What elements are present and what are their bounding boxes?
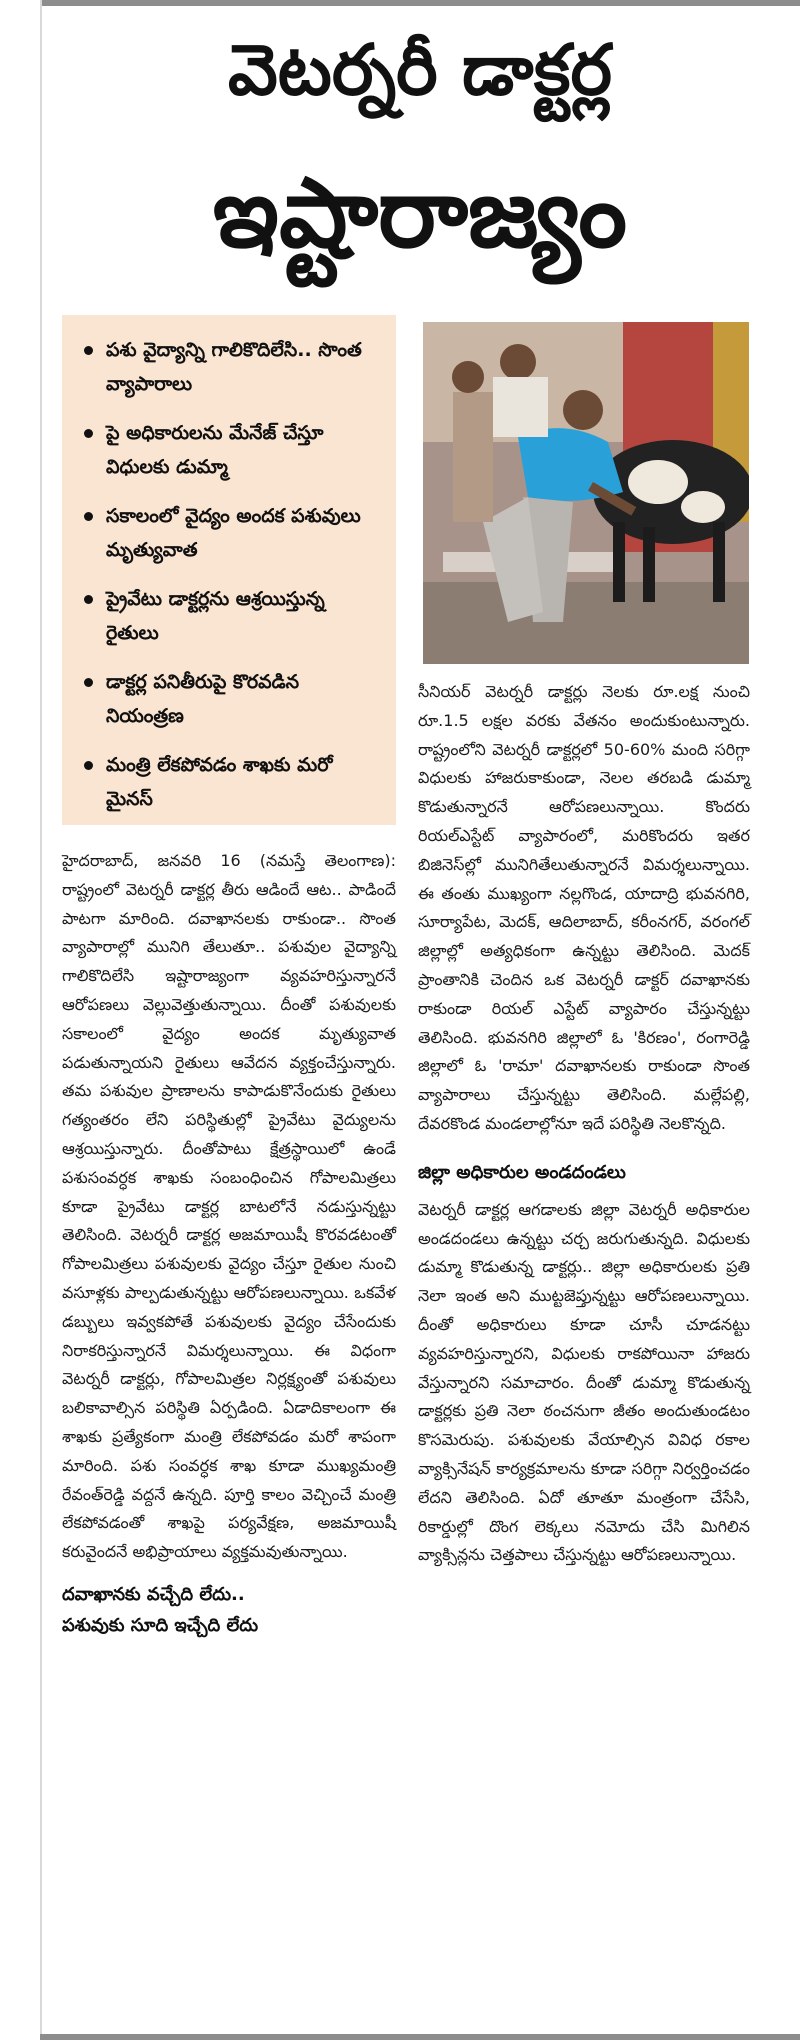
bullet-icon (84, 761, 93, 770)
article-column-1 (62, 847, 396, 1641)
highlight-item (76, 582, 382, 650)
highlight-text: ప్రైవేటు డాక్టర్లను ఆశ్రయిస్తున్న రైతులు (106, 588, 325, 644)
highlight-item (76, 665, 382, 733)
subheading-1-line-1: దవాఖానకు వచ్చేది లేదు.. (62, 1583, 245, 1605)
article-paragraph-3: వెటర్నరీ డాక్టర్ల ఆగడాలకు జిల్లా వెటర్నరీ అధికారుల అండదండలు ఉన్నట్టు చర్చ జరుగుతున్నది. విధులకు డుమ్మా కొడుతున్న డాక్టర్లు.. జిల్లా అధికారులకు ప్రతి నెలా ఇంత అని ముట్టజెప్తున్నట్టు ఆరోపణలున్నాయి. దీంతో అధికారులు కూడా చూసీ చూడనట్టు వ్యవహరిస్తున్నారని, విధులకు రాకపోయినా హాజరు వేస్తున్నారని సమాచారం. దీంతో డుమ్మా కొడుతున్న డాక్టర్లకు ప్రతి నెలా ఠంచనుగా జీతం అందుతుండటం కొసమెరుపు. పశువులకు వేయాల్సిన వివిధ రకాల వ్యాక్సినేషన్ కార్యక్రమాలను కూడా సరిగ్గా నిర్వర్తించడం లేదని తెలిసింది. ఏదో తూతూ మంత్రంగా చేసేసి, రికార్డుల్లో దొంగ లెక్కలు నమోదు చేసి మిగిలిన వ్యాక్సిన్లను చెత్తపాలు చేస్తున్నట్టు ఆరోపణలున్నాయి. (418, 1199, 750, 1565)
bullet-icon (84, 678, 93, 687)
article-paragraph-2: సీనియర్ వెటర్నరీ డాక్టర్లు నెలకు రూ.లక్ష నుంచి రూ.1.5 లక్షల వరకు వేతనం అందుకుంటున్నారు. రాష్ట్రంలోని వెటర్నరీ డాక్టర్లలో 50-60% మంది సరిగ్గా విధులకు హాజరుకాకుండా, నెలల తరబడి డుమ్మా కొడుతున్నారనే ఆరోపణలున్నాయి. కొందరు రియల్‌ఎస్టేట్ వ్యాపారంలో, మరికొందరు ఇతర బిజినెస్‌ల్లో మునిగితేలుతున్నారనే విమర్శలున్నాయి. ఈ తంతు ముఖ్యంగా నల్లగొండ, యాదాద్రి భువనగిరి, సూర్యాపేట, మెదక్, ఆదిలాబాద్, కరీంనగర్, వరంగల్ జిల్లాల్లో అత్యధికంగా ఉన్నట్టు తెలిసింది. మెదక్ ప్రాంతానికి చెందిన ఒక వెటర్నరీ డాక్టర్ దవాఖానకు రాకుండా రియల్ ఎస్టేట్ వ్యాపారం చేస్తున్నట్టు తెలిసింది. భువనగిరి జిల్లాలో ఓ 'కిరణం', రంగారెడ్డి జిల్లాలో ఓ 'రామా' దవాఖానలకు రాకుండా సొంత వ్యాపారాలు చేస్తున్నట్టు తెలిసింది. మల్లేపల్లి, దేవరకొండ మండలాల్లోనూ ఇదే పరిస్థితి నెలకొన్నది. (418, 682, 750, 1133)
highlight-text: డాక్టర్ల పనితీరుపై కొరవడిన నియంత్రణ (106, 671, 300, 727)
left-border (40, 0, 42, 2040)
article-paragraph-1 (62, 847, 396, 1567)
dateline: హైదరాబాద్, జనవరి 16 (నమస్తే తెలంగాణ): (62, 851, 396, 870)
bullet-icon (84, 595, 93, 604)
headline-line-2: ఇష్టారాజ్యం (212, 157, 628, 269)
highlight-item (76, 416, 382, 484)
subheading-1-line-2: పశువుకు సూది ఇచ్చేది లేదు (62, 1614, 259, 1636)
bottom-rule (40, 2034, 800, 2040)
highlight-text: మంత్రి లేకపోవడం శాఖకు మరో మైనస్ (106, 754, 333, 810)
bullet-icon (84, 512, 93, 521)
highlight-text: సకాలంలో వైద్యం అందక పశువులు మృత్యువాత (106, 505, 361, 561)
top-rule (40, 0, 800, 6)
bullet-icon (84, 429, 93, 438)
headline (60, 22, 780, 308)
highlights-box (62, 315, 396, 825)
highlight-text: పై అధికారులను మేనేజ్ చేస్తూ విధులకు డుమ్మా (106, 422, 324, 478)
highlight-item (76, 499, 382, 567)
article-column-2 (418, 678, 750, 1570)
highlight-text: పశు వైద్యాన్ని గాలికొదిలేసి.. సొంత వ్యాపారాలు (106, 339, 362, 395)
bullet-icon (84, 346, 93, 355)
photo-cow-treatment-icon (423, 322, 749, 664)
headline-line-1: వెటర్నరీ డాక్టర్ల (228, 29, 612, 111)
highlight-item (76, 333, 382, 401)
highlight-item (76, 748, 382, 816)
article-photo (423, 322, 749, 664)
subheading-2: జిల్లా అధికారుల అండదండలు (418, 1161, 626, 1183)
paragraph-text: రాష్ట్రంలో వెటర్నరీ డాక్టర్ల తీరు ఆడిందే ఆట.. పాడిందే పాటగా మారింది. దవాఖానలకు రాకుండా.. సొంత వ్యాపారాల్లో మునిగి తేలుతూ.. పశువుల వైద్యాన్ని గాలికొదిలేసి ఇష్టారాజ్యంగా వ్యవహరిస్తున్నారనే ఆరోపణలు వెల్లువెత్తుతున్నాయి. దీంతో పశువులకు సకాలంలో వైద్యం అందక మృత్యువాత పడుతున్నాయని రైతులు ఆవేదన వ్యక్తంచేస్తున్నారు. తమ పశువుల ప్రాణాలను కాపాడుకొనేందుకు రైతులు గత్యంతరం లేని పరిస్థితుల్లో ప్రైవేటు వైద్యులను ఆశ్రయిస్తున్నారు. దీంతోపాటు క్షేత్రస్థాయిలో ఉండే పశుసంవర్ధక శాఖకు సంబంధించిన గోపాలమిత్రలు కూడా ప్రైవేటు డాక్టర్ల బాటలోనే నడుస్తున్నట్టు తెలిసింది. వెటర్నరీ డాక్టర్ల అజమాయిషీ కొరవడటంతో గోపాలమిత్రలు పశువులకు వైద్యం చేస్తూ రైతుల నుంచి వసూళ్లకు పాల్పడుతున్నట్టు ఆరోపణలున్నాయి. ఒకవేళ డబ్బులు ఇవ్వకపోతే పశువులకు వైద్యం చేసేందుకు నిరాకరిస్తున్నారనే విమర్శలున్నాయి. ఈ విధంగా వెటర్నరీ డాక్టర్లు, గోపాలమిత్రల నిర్లక్ష్యంతో పశువులు బలికావాల్సిన పరిస్థితి ఏర్పడింది. ఏడాదికాలంగా ఈ శాఖకు ప్రత్యేకంగా మంత్రి లేకపోవడం మరో శాపంగా మారింది. పశు సంవర్ధక శాఖ కూడా ముఖ్యమంత్రి రేవంత్‌రెడ్డి వద్దనే ఉన్నది. పూర్తి కాలం వెచ్చించే మంత్రి లేకపోవడంతో శాఖపై పర్యవేక్షణ, అజమాయిషీ కరువైందనే అభిప్రాయాలు వ్యక్తమవుతున్నాయి. (62, 879, 396, 1562)
